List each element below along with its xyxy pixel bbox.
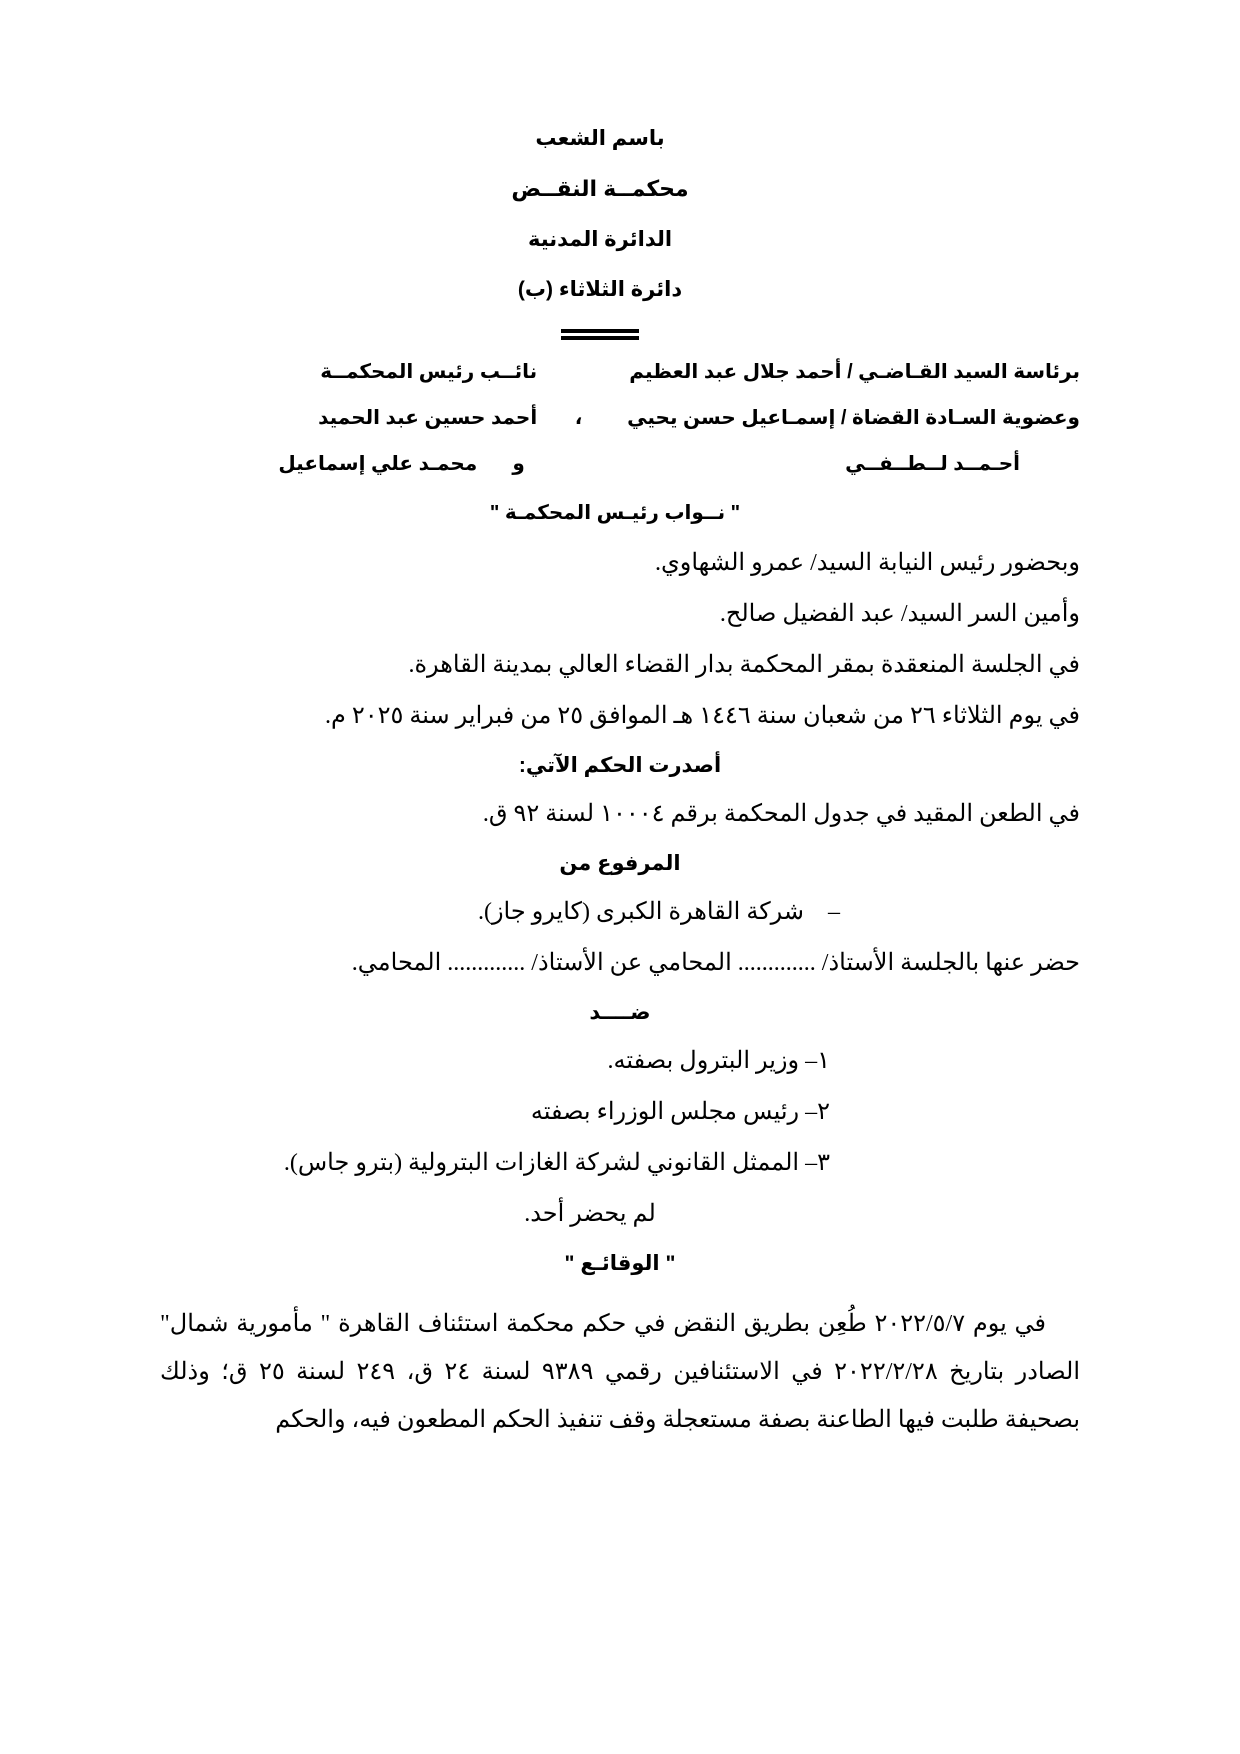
appellant-name: شركة القاهرة الكبرى (كايرو جاز). <box>477 899 804 925</box>
member-separator-1: ، <box>574 407 583 429</box>
case-reference-line: في الطعن المقيد في جدول المحكمة برقم ١٠٠٠٤ لسنة ٩٢ ق. <box>482 801 1080 827</box>
respondent-item-2: ٢– رئيس مجلس الوزراء بصفته <box>530 1099 830 1125</box>
secretary-line: وأمين السر السيد/ عبد الفضيل صالح. <box>719 601 1080 627</box>
venue-line: في الجلسة المنعقدة بمقر المحكمة بدار القضاء العالي بمدينة القاهرة. <box>408 652 1080 678</box>
member-judge-name-4: محمـد علي إسماعيل <box>278 453 478 475</box>
divider-bar-bottom <box>561 336 639 340</box>
circuit-heading: دائرة الثلاثاء (ب) <box>517 278 683 301</box>
division-heading: الدائرة المدنية <box>527 228 673 251</box>
ruling-intro-heading: أصدرت الحكم الآتي: <box>518 754 722 777</box>
appellant-counsel-line: حضر عنها بالجلسة الأستاذ/ ............. المحامي عن الأستاذ/ ............. المحامي. <box>351 950 1080 976</box>
presiding-judge-name: برئاسة السيد القـاضـي / أحمد جلال عبد العظيم <box>629 361 1080 383</box>
appellant-entry <box>160 900 1080 924</box>
session-date-line: في يوم الثلاثاء ٢٦ من شعبان سنة ١٤٤٦ هـ الموافق ٢٥ من فبراير سنة ٢٠٢٥ م. <box>325 703 1080 729</box>
facts-heading: " الوقائـع " <box>564 1252 676 1275</box>
header-divider <box>561 329 679 340</box>
divider-bar-top <box>561 329 639 333</box>
presiding-judge-title: نائــب رئيس المحكمــة <box>320 361 538 383</box>
bench-member-row-1 <box>160 408 1080 428</box>
court-header <box>160 128 1080 300</box>
court-name-heading: محكمــة النقــض <box>511 176 689 201</box>
member-judge-name-3: أحـمــد لــطــفــي <box>845 453 1020 475</box>
against-heading: ضــــد <box>589 1001 651 1024</box>
prosecution-line: وبحضور رئيس النيابة السيد/ عمرو الشهاوي. <box>654 550 1080 576</box>
facts-paragraph <box>160 1300 1080 1444</box>
respondent-item-1: ١– وزير البترول بصفته. <box>607 1048 830 1074</box>
facts-paragraph-text: في يوم ٢٠٢٢/٥/٧ طُعِن بطريق النقض في حكم محكمة استئناف القاهرة " مأمورية شمال" الصادر بتاريخ ٢٠٢٢/٢/٢٨ في الاستئنافين رقمي ٩٣٨٩ لسنة ٢٤ ق، ٢٤٩ لسنة ٢٥ ق؛ وذلك بصحيفة طلبت فيها الطاعنة بصفة مستعجلة وقف تنفيذ الحكم المطعون فيه، والحكم <box>160 1311 1080 1433</box>
attendance-note: لم يحضر أحد. <box>524 1201 656 1227</box>
bench-presiding-row <box>160 362 1080 382</box>
member-judge-name-1: وعضوية السـادة القضاة / إسمـاعيل حسن يحيي <box>627 407 1080 429</box>
member-judge-name-2: أحمد حسين عبد الحميد <box>318 407 538 429</box>
in-name-of-people-heading: باسم الشعب <box>535 127 665 150</box>
bench-member-row-2 <box>160 454 1080 474</box>
member-separator-2: و <box>512 453 525 475</box>
respondent-item-3: ٣– الممثل القانوني لشركة الغازات البترولية (بترو جاس). <box>283 1150 830 1176</box>
appellant-bullet: – <box>828 899 840 925</box>
appellant-heading: المرفوع من <box>559 852 681 875</box>
members-title: " نــواب رئيـس المحكمـة " <box>489 502 741 524</box>
